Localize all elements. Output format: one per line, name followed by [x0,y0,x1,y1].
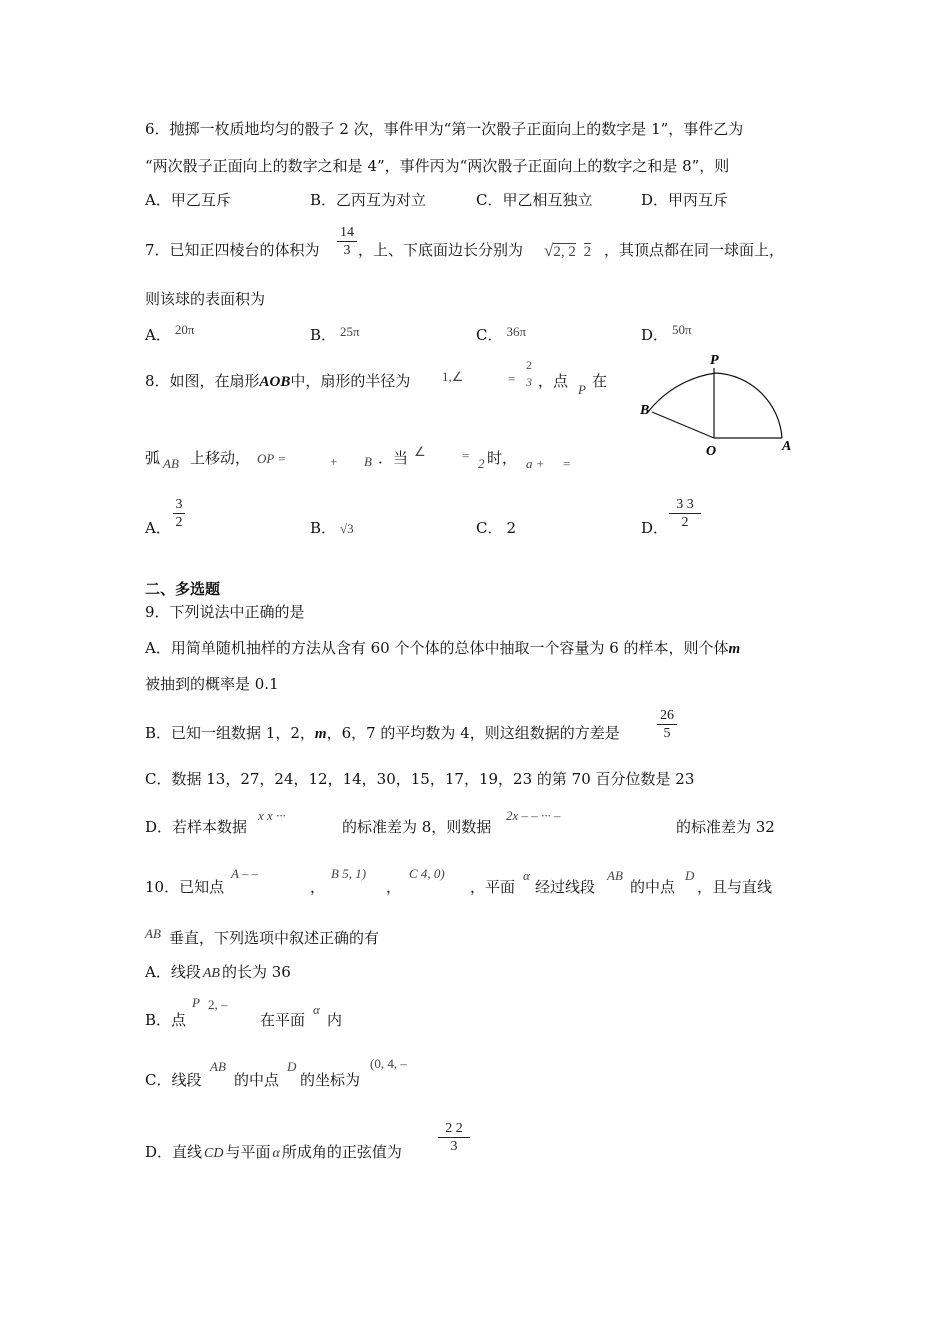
q8-eq2: = [462,448,470,463]
q10-option-c-d: D [287,1059,297,1074]
q8-b-vector: B [364,454,372,469]
q10-midpt: 的中点 [630,878,676,896]
q9-option-d-x: x x ··· [258,808,286,823]
q9-option-b-fraction: 26 5 [657,707,677,742]
q10-option-b-coord: 2, – [208,997,228,1012]
q8-frac2-den: 2 [478,456,485,471]
q6-option-a: A．甲乙互斥 [145,191,231,209]
q8-option-a-fraction: 3 2 [173,496,185,531]
q10-option-a: A．线段 AB 的长为 36 [145,963,291,981]
q10-option-c-pre: C．线段 [145,1071,202,1089]
q8-moving: 上移动， [190,449,251,467]
q10-point-b: B 5, 1) [331,866,367,881]
q6-line1: 6．抛掷一枚质地均匀的骰子 2 次，事件甲为“第一次骰子正面向上的数字是 1”，事件乙为 [145,120,744,138]
q10-d: D [685,868,695,883]
q7-frac-num: 14 [340,225,354,240]
q10-ab: AB [607,868,623,883]
q8-on-text: 在 [592,372,608,390]
section-title: 二、多选题 [145,580,221,598]
q8-arc-text: 弧 [145,449,161,467]
q8-aob: AOB [259,374,291,390]
q10-option-b-in: 内 [327,1011,343,1029]
q8-option-a-label: A． [145,519,171,537]
q10-option-d-fraction: 2 2 3 [438,1120,470,1155]
q10-point-a: A – – [231,866,259,881]
q10-line2-ab: AB [145,926,161,941]
q6-line2: “两次骰子正面向上的数字之和是 4”，事件丙为“两次骰子正面向上的数字之和是 8”，则 [145,157,730,175]
q10-alpha: α [523,868,530,883]
sector-arc [648,373,782,438]
q10-option-b-p: P [192,995,200,1010]
q7-option-a: A． 20π [145,322,195,344]
q8-angle-fraction: 2 3 [526,358,532,389]
q7-sqrt-expr: √2, 2 2 [544,241,592,260]
q8-time: 时， [487,449,518,467]
q8-p-label: P [578,382,586,397]
q10-option-b-post: 在平面 [260,1011,306,1029]
q8-apl: a + [526,456,545,471]
q10-option-d: D．直线 CD 与平面 α 所成角的正弦值为 [145,1143,402,1161]
q10-line2: 垂直，下列选项中叙述正确的有 [169,929,380,947]
q7-frac-den: 3 [343,243,351,258]
q10-option-c-post: 的坐标为 [300,1071,361,1089]
q10-tail: ，且与直线 [697,878,773,896]
q10-option-b-alpha: α [313,1002,320,1017]
q7-option-b: B． 25π [310,324,360,344]
q8-eq-frag: = [508,371,516,386]
label-b: B [640,403,650,418]
q9-option-a-line2: 被抽到的概率是 0.1 [145,675,279,693]
q10-pre: 10．已知点 [145,878,225,896]
q9-option-a-line1: A．用简单随机抽样的方法从含有 60 个个体的总体中抽取一个容量为 6 的样本，则个体m [145,639,741,657]
q10-comma1: ， [310,878,326,896]
q10-pass: 经过线段 [535,878,596,896]
q8-option-c: C． 2 [476,519,517,537]
q6-option-d: D．甲丙互斥 [641,191,729,209]
q8-radius-frag: 1,∠ [442,369,464,384]
q8-plus: + [330,454,338,469]
q7-volume-fraction [337,224,357,259]
q8-line1: 8．如图，在扇形AOB中，扇形的半径为 [145,372,411,390]
q8-op-vector: OP = [257,451,287,466]
label-p: P [710,353,719,368]
q10-comma2: ， [386,878,402,896]
q8-arc-label: AB [163,456,179,471]
q8-when: ．当 [378,449,409,467]
q8-option-b: B． √3 [310,519,354,537]
q9-option-d-pre: D．若样本数据 [145,818,248,836]
q10-mid: ，平面 [470,878,516,896]
q7-line2: 则该球的表面积为 [145,290,266,308]
q9-stem: 9．下列说法中正确的是 [145,603,305,621]
q9-option-d-mid: 的标准差为 8，则数据 [342,818,492,836]
q7-option-c: C． 36π [476,324,527,344]
q9-option-d-post: 的标准差为 32 [676,818,775,836]
q9-option-c: C．数据 13，27，24，12，14，30，15，17，19，23 的第 70 百分位数是 23 [145,770,695,788]
q7-mid: ，上、下底面边长分别为 [358,241,524,259]
q10-option-b-pre: B．点 [145,1011,187,1029]
q7-line1 [145,240,320,260]
q10-option-c-mid: 的中点 [234,1071,280,1089]
q8-option-d-label: D． [641,519,669,537]
q8-angle: ∠ [414,444,426,459]
sector-radius-ob [652,412,714,438]
sector-figure [630,350,810,460]
q10-option-c-ab: AB [210,1059,226,1074]
label-a: A [782,439,792,454]
q9-option-b: B．已知一组数据 1，2，m，6，7 的平均数为 4，则这组数据的方差是 [145,724,620,742]
q9-option-d-2x: 2x – – ··· – [506,808,561,823]
q8-eq3: = [563,456,571,471]
q7-prefix: 7．已知正四棱台的体积为 [145,241,320,259]
q10-option-c-coord: (0, 4, – [370,1056,407,1071]
label-o: O [706,444,717,459]
q6-option-c: C．甲乙相互独立 [476,191,593,209]
q7-option-d: D． 50π [641,322,692,344]
q10-point-c: C 4, 0) [409,866,445,881]
q6-option-b: B．乙丙互为对立 [310,191,427,209]
q7-suffix: ，其顶点都在同一球面上， [604,241,785,259]
q8-point-text: ，点 [538,372,569,390]
q8-option-d-fraction: 3 3 2 [669,496,701,531]
